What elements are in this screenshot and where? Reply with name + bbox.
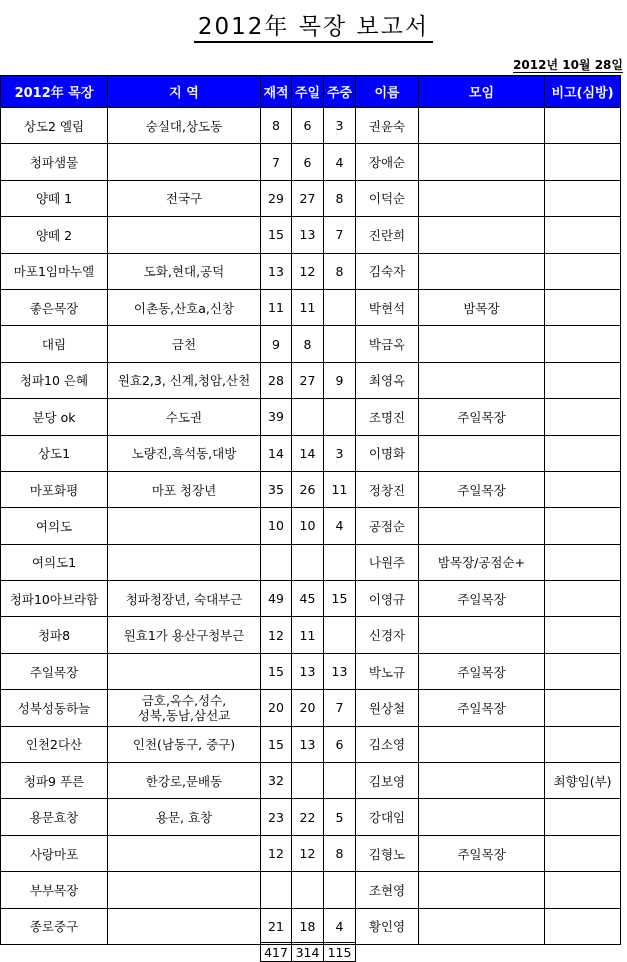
cell-region bbox=[108, 835, 261, 871]
cell-meeting bbox=[419, 180, 545, 216]
cell-weekday: 5 bbox=[324, 799, 356, 835]
cell-region: 인천(남동구, 중구) bbox=[108, 726, 261, 762]
table-row bbox=[1, 108, 621, 144]
cell-sunday bbox=[292, 399, 324, 435]
cell-name: 박노규 bbox=[356, 653, 419, 689]
cell-name: 공점순 bbox=[356, 508, 419, 544]
table-row bbox=[1, 253, 621, 289]
total-weekday: 115 bbox=[324, 943, 356, 962]
cell-name: 박금옥 bbox=[356, 326, 419, 362]
header-name: 이름 bbox=[356, 76, 419, 108]
cell-region: 도화,현대,공덕 bbox=[108, 253, 261, 289]
cell-region: 전국구 bbox=[108, 180, 261, 216]
cell-sunday bbox=[292, 544, 324, 580]
cell-note bbox=[545, 617, 621, 653]
cell-mokjang: 마포1임마누엘 bbox=[1, 253, 108, 289]
table-row bbox=[1, 435, 621, 471]
cell-name: 나원주 bbox=[356, 544, 419, 580]
cell-sunday: 45 bbox=[292, 581, 324, 617]
cell-registered: 21 bbox=[261, 908, 292, 944]
table-row bbox=[1, 872, 621, 908]
cell-sunday: 27 bbox=[292, 362, 324, 398]
header-region: 지 역 bbox=[108, 76, 261, 108]
table-header-row bbox=[1, 76, 621, 108]
totals-row bbox=[260, 942, 356, 962]
table-row bbox=[1, 399, 621, 435]
cell-name: 김형노 bbox=[356, 835, 419, 871]
table-row bbox=[1, 144, 621, 180]
cell-name: 조명진 bbox=[356, 399, 419, 435]
cell-sunday bbox=[292, 763, 324, 799]
cell-note bbox=[545, 835, 621, 871]
table-row bbox=[1, 471, 621, 507]
cell-name: 박현석 bbox=[356, 289, 419, 325]
cell-meeting bbox=[419, 144, 545, 180]
cell-sunday: 18 bbox=[292, 908, 324, 944]
cell-registered: 10 bbox=[261, 508, 292, 544]
cell-note bbox=[545, 799, 621, 835]
cell-meeting: 주일목장 bbox=[419, 581, 545, 617]
cell-meeting bbox=[419, 617, 545, 653]
table-row bbox=[1, 617, 621, 653]
cell-name: 황인영 bbox=[356, 908, 419, 944]
cell-note bbox=[545, 362, 621, 398]
cell-registered: 9 bbox=[261, 326, 292, 362]
cell-name: 정창진 bbox=[356, 471, 419, 507]
table-row bbox=[1, 508, 621, 544]
cell-region bbox=[108, 908, 261, 944]
cell-region: 마포 청장년 bbox=[108, 471, 261, 507]
cell-region: 원효2,3, 신계,청암,산천 bbox=[108, 362, 261, 398]
cell-note bbox=[545, 435, 621, 471]
table-row bbox=[1, 180, 621, 216]
cell-meeting: 밤목장/공점순+ bbox=[419, 544, 545, 580]
header-weekday: 주중 bbox=[324, 76, 356, 108]
cell-name: 이영규 bbox=[356, 581, 419, 617]
cell-mokjang: 청파8 bbox=[1, 617, 108, 653]
cell-registered: 7 bbox=[261, 144, 292, 180]
cell-weekday bbox=[324, 399, 356, 435]
cell-mokjang: 분당 ok bbox=[1, 399, 108, 435]
cell-weekday: 13 bbox=[324, 653, 356, 689]
cell-weekday: 9 bbox=[324, 362, 356, 398]
cell-region: 수도권 bbox=[108, 399, 261, 435]
table-row bbox=[1, 544, 621, 580]
cell-sunday: 13 bbox=[292, 726, 324, 762]
cell-meeting bbox=[419, 872, 545, 908]
cell-registered: 15 bbox=[261, 217, 292, 253]
cell-weekday bbox=[324, 763, 356, 799]
cell-weekday: 8 bbox=[324, 253, 356, 289]
cell-meeting bbox=[419, 435, 545, 471]
cell-name: 신경자 bbox=[356, 617, 419, 653]
cell-mokjang: 대림 bbox=[1, 326, 108, 362]
cell-mokjang: 좋은목장 bbox=[1, 289, 108, 325]
cell-mokjang: 주일목장 bbox=[1, 653, 108, 689]
table-row bbox=[1, 326, 621, 362]
cell-weekday: 15 bbox=[324, 581, 356, 617]
cell-note bbox=[545, 508, 621, 544]
cell-region bbox=[108, 872, 261, 908]
cell-registered: 39 bbox=[261, 399, 292, 435]
cell-meeting bbox=[419, 253, 545, 289]
table-row bbox=[1, 908, 621, 944]
cell-region: 원효1가 용산구청부근 bbox=[108, 617, 261, 653]
cell-name: 김숙자 bbox=[356, 253, 419, 289]
cell-note bbox=[545, 471, 621, 507]
table-row bbox=[1, 726, 621, 762]
cell-meeting: 주일목장 bbox=[419, 399, 545, 435]
cell-registered: 15 bbox=[261, 653, 292, 689]
cell-weekday: 8 bbox=[324, 835, 356, 871]
cell-mokjang: 청파10 은혜 bbox=[1, 362, 108, 398]
cell-note bbox=[545, 326, 621, 362]
cell-registered bbox=[261, 872, 292, 908]
cell-registered: 32 bbox=[261, 763, 292, 799]
cell-registered: 12 bbox=[261, 617, 292, 653]
cell-name: 진란희 bbox=[356, 217, 419, 253]
cell-name: 장애순 bbox=[356, 144, 419, 180]
table-row bbox=[1, 289, 621, 325]
cell-meeting: 주일목장 bbox=[419, 653, 545, 689]
cell-sunday: 8 bbox=[292, 326, 324, 362]
cell-registered: 11 bbox=[261, 289, 292, 325]
cell-weekday bbox=[324, 289, 356, 325]
cell-region bbox=[108, 653, 261, 689]
cell-meeting bbox=[419, 799, 545, 835]
cell-weekday bbox=[324, 326, 356, 362]
cell-sunday: 27 bbox=[292, 180, 324, 216]
cell-weekday bbox=[324, 544, 356, 580]
cell-note bbox=[545, 399, 621, 435]
cell-name: 조현영 bbox=[356, 872, 419, 908]
cell-name: 김보영 bbox=[356, 763, 419, 799]
cell-mokjang: 여의도 bbox=[1, 508, 108, 544]
cell-mokjang: 사랑마포 bbox=[1, 835, 108, 871]
cell-note bbox=[545, 144, 621, 180]
cell-registered: 28 bbox=[261, 362, 292, 398]
cell-weekday: 11 bbox=[324, 471, 356, 507]
cell-region: 한강로,문배동 bbox=[108, 763, 261, 799]
cell-registered bbox=[261, 544, 292, 580]
cell-registered: 35 bbox=[261, 471, 292, 507]
total-sunday: 314 bbox=[292, 943, 324, 962]
cell-region: 이촌동,산호a,신창 bbox=[108, 289, 261, 325]
cell-sunday: 6 bbox=[292, 144, 324, 180]
cell-weekday: 4 bbox=[324, 908, 356, 944]
cell-note bbox=[545, 253, 621, 289]
cell-sunday: 11 bbox=[292, 617, 324, 653]
header-meeting: 모임 bbox=[419, 76, 545, 108]
cell-region: 용문, 효창 bbox=[108, 799, 261, 835]
table-row bbox=[1, 799, 621, 835]
cell-note bbox=[545, 653, 621, 689]
cell-region: 청파청장년, 숙대부근 bbox=[108, 581, 261, 617]
cell-weekday bbox=[324, 872, 356, 908]
header-sunday: 주일 bbox=[292, 76, 324, 108]
cell-region bbox=[108, 508, 261, 544]
cell-region: 금호,옥수,성수, 성북,동남,삼선교 bbox=[108, 690, 261, 726]
cell-sunday: 6 bbox=[292, 108, 324, 144]
cell-name: 김소영 bbox=[356, 726, 419, 762]
cell-mokjang: 마포화평 bbox=[1, 471, 108, 507]
cell-sunday: 13 bbox=[292, 653, 324, 689]
cell-meeting bbox=[419, 763, 545, 799]
cell-meeting bbox=[419, 108, 545, 144]
cell-mokjang: 청파샘물 bbox=[1, 144, 108, 180]
cell-weekday: 7 bbox=[324, 690, 356, 726]
table-row bbox=[1, 581, 621, 617]
cell-registered: 14 bbox=[261, 435, 292, 471]
cell-mokjang: 성북성동하늘 bbox=[1, 690, 108, 726]
cell-weekday: 7 bbox=[324, 217, 356, 253]
cell-registered: 8 bbox=[261, 108, 292, 144]
table-row bbox=[1, 653, 621, 689]
cell-meeting bbox=[419, 217, 545, 253]
cell-region: 노량진,흑석동,대방 bbox=[108, 435, 261, 471]
report-date: 2012년 10월 28일 bbox=[513, 58, 623, 72]
cell-registered: 13 bbox=[261, 253, 292, 289]
cell-mokjang: 부부목장 bbox=[1, 872, 108, 908]
cell-sunday: 11 bbox=[292, 289, 324, 325]
cell-region bbox=[108, 544, 261, 580]
cell-registered: 20 bbox=[261, 690, 292, 726]
cell-mokjang: 용문효창 bbox=[1, 799, 108, 835]
table-row bbox=[1, 690, 621, 726]
cell-meeting bbox=[419, 508, 545, 544]
header-registered: 재적 bbox=[261, 76, 292, 108]
cell-weekday: 4 bbox=[324, 508, 356, 544]
cell-weekday bbox=[324, 617, 356, 653]
cell-note bbox=[545, 726, 621, 762]
cell-registered: 23 bbox=[261, 799, 292, 835]
cell-sunday: 10 bbox=[292, 508, 324, 544]
cell-weekday: 6 bbox=[324, 726, 356, 762]
cell-meeting: 주일목장 bbox=[419, 835, 545, 871]
cell-meeting: 밤목장 bbox=[419, 289, 545, 325]
cell-mokjang: 상도2 엘림 bbox=[1, 108, 108, 144]
cell-mokjang: 상도1 bbox=[1, 435, 108, 471]
cell-sunday: 13 bbox=[292, 217, 324, 253]
cell-meeting: 주일목장 bbox=[419, 690, 545, 726]
cell-registered: 15 bbox=[261, 726, 292, 762]
cell-note: 최향임(부) bbox=[545, 763, 621, 799]
cell-registered: 29 bbox=[261, 180, 292, 216]
cell-region bbox=[108, 144, 261, 180]
cell-sunday: 12 bbox=[292, 835, 324, 871]
cell-region bbox=[108, 217, 261, 253]
header-note: 비고(심방) bbox=[545, 76, 621, 108]
cell-name: 권윤숙 bbox=[356, 108, 419, 144]
cell-note bbox=[545, 544, 621, 580]
cell-meeting bbox=[419, 326, 545, 362]
cell-sunday: 12 bbox=[292, 253, 324, 289]
cell-meeting: 주일목장 bbox=[419, 471, 545, 507]
cell-weekday: 3 bbox=[324, 435, 356, 471]
cell-weekday: 3 bbox=[324, 108, 356, 144]
cell-mokjang: 청파10아브라함 bbox=[1, 581, 108, 617]
total-registered: 417 bbox=[261, 943, 292, 962]
cell-registered: 49 bbox=[261, 581, 292, 617]
cell-region: 숭실대,상도동 bbox=[108, 108, 261, 144]
cell-mokjang: 양떼 1 bbox=[1, 180, 108, 216]
table-row bbox=[1, 217, 621, 253]
cell-region: 금천 bbox=[108, 326, 261, 362]
cell-note bbox=[545, 180, 621, 216]
cell-mokjang: 인천2다산 bbox=[1, 726, 108, 762]
header-mokjang: 2012年 목장 bbox=[1, 76, 108, 108]
table-row bbox=[1, 835, 621, 871]
table-row bbox=[1, 763, 621, 799]
cell-sunday: 22 bbox=[292, 799, 324, 835]
cell-sunday bbox=[292, 872, 324, 908]
cell-meeting bbox=[419, 726, 545, 762]
cell-sunday: 14 bbox=[292, 435, 324, 471]
cell-note bbox=[545, 690, 621, 726]
cell-name: 이명화 bbox=[356, 435, 419, 471]
cell-mokjang: 양떼 2 bbox=[1, 217, 108, 253]
cell-registered: 12 bbox=[261, 835, 292, 871]
cell-weekday: 4 bbox=[324, 144, 356, 180]
cell-note bbox=[545, 108, 621, 144]
cell-note bbox=[545, 289, 621, 325]
cell-name: 원상철 bbox=[356, 690, 419, 726]
mokjang-report-table bbox=[0, 75, 621, 945]
cell-mokjang: 종로중구 bbox=[1, 908, 108, 944]
cell-mokjang: 여의도1 bbox=[1, 544, 108, 580]
cell-name: 이덕순 bbox=[356, 180, 419, 216]
table-row bbox=[1, 362, 621, 398]
cell-weekday: 8 bbox=[324, 180, 356, 216]
cell-sunday: 26 bbox=[292, 471, 324, 507]
cell-note bbox=[545, 217, 621, 253]
report-title: 2012年 목장 보고서 bbox=[0, 13, 627, 43]
cell-name: 최영옥 bbox=[356, 362, 419, 398]
cell-meeting bbox=[419, 908, 545, 944]
cell-sunday: 20 bbox=[292, 690, 324, 726]
cell-mokjang: 청파9 푸른 bbox=[1, 763, 108, 799]
cell-note bbox=[545, 581, 621, 617]
cell-note bbox=[545, 872, 621, 908]
cell-name: 강대임 bbox=[356, 799, 419, 835]
cell-note bbox=[545, 908, 621, 944]
cell-meeting bbox=[419, 362, 545, 398]
